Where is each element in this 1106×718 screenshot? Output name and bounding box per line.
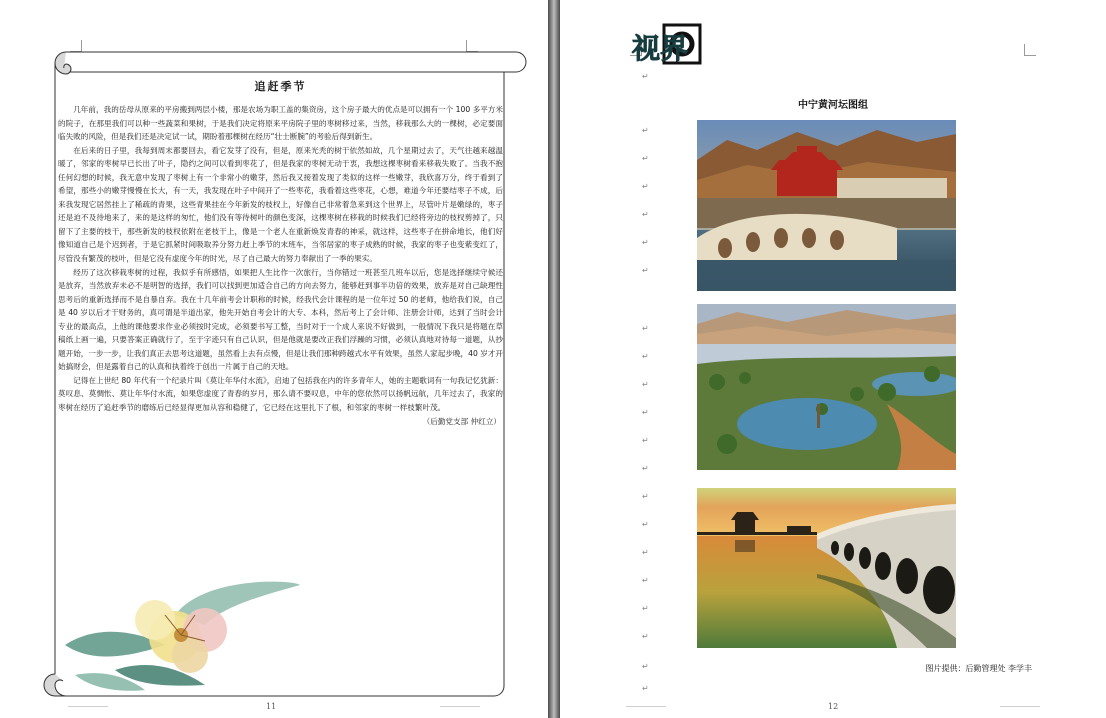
- flower-painting: [55, 575, 305, 695]
- article-title: 追赶季节: [254, 80, 307, 93]
- return-mark-icon: ↵: [642, 238, 649, 247]
- return-mark-icon: ↵: [642, 684, 649, 693]
- return-mark-icon: ↵: [642, 604, 649, 613]
- return-mark-icon: ↵: [642, 210, 649, 219]
- return-mark-icon: ↵: [642, 662, 649, 671]
- article: [58, 78, 503, 428]
- return-mark-icon: ↵: [642, 182, 649, 191]
- page-12: [560, 0, 1106, 718]
- return-mark-icon: ↵: [642, 548, 649, 557]
- page-number: 12: [828, 702, 839, 711]
- page-gutter: [548, 0, 560, 718]
- return-mark-icon: ↵: [642, 352, 649, 361]
- return-mark-icon: ↵: [642, 126, 649, 135]
- photo-sunset-arch-bridge: [697, 488, 956, 648]
- crop-mark: [1024, 44, 1036, 56]
- logo-char-1: 视界: [632, 32, 689, 65]
- return-mark-icon: ↵: [642, 464, 649, 473]
- photo-temple-lake-bridge: [697, 120, 956, 291]
- photo-yellow-river-ponds: [697, 304, 956, 470]
- logo: [630, 22, 734, 68]
- return-mark-icon: ↵: [642, 266, 649, 275]
- article-paragraph-1: 几年前，我的岳母从原来的平房搬到两层小楼，那是农场为职工盖的集资房，这个房子最大的优点是可以拥有一个 100 多平方米的院子，在那里我们可以种一些蔬菜和果树，于是我们决定将原来平房院子里的枣树移过来，当然，移栽那么大的一棵树，必定要面临失败的风险，但是我们还是决定试一试，期盼着那棵树在经历“壮士断腕”的考验后得到新生。: [58, 105, 503, 142]
- return-mark-icon: ↵: [642, 72, 649, 81]
- footer-line: [626, 706, 666, 707]
- article-paragraph-3: 经历了这次移栽枣树的过程，我似乎有所感悟，如果把人生比作一次旅行，当你错过一班甚至几班车以后，您是选择继续守候还是放弃，当然放弃未必不是明智的选择，我们可以找到更加适合自己的方向去努力，能够赶到事半功倍的效果，放弃是对自己缺理性思考后的重新选择而不是自暴自弃。我在十几年前考会计职称的时候，经我代会计课程的是一位年过 50 的老师，他给我们说，自己是 40 岁以后才干财务的，真可谓是半道出家，他先开始自考会计的大专、本科，然后考上了会计师、注册会计师，达到了当时会计专业的最高点，上他的课他要求作业必须按时完成，必须要书写工整，当时对于一个成人来说不好做到，一般情况下我只是将题在草稿纸上画一遍，只要答案正确就行了，至于字迹只有自己认识，但是他就是要改正我们浮躁的习惯，必须认真地对待每一道题，从抄题开始，一步一步，让我们真正去思考这道题，虽然看上去有点慢，但是让我们那种跨越式水平有效果，虽然人家起步晚，40 岁才开始搞财会，但是露着自己的认真和执着终于创出一片属于自己的天地。: [58, 267, 503, 372]
- return-mark-icon: ↵: [642, 492, 649, 501]
- return-mark-icon: ↵: [642, 154, 649, 163]
- article-paragraph-4: 记得在上世纪 80 年代有一个纪录片叫《莫让年华付水流》，启迪了包括我在内的许多青年人，她的主题歌词有一句我记忆犹新：莫叹息、莫惆怅、莫让年华付水流，如果您虚度了青春的岁月，那么请不要叹息，中年的您依然可以扬帆远航，几年过去了，我家的枣树在经历了追赶季节的磨练后已经显得更加从容和稳健了，它已经在这里扎下了根，和邻家的枣树一样枝繁叶茂。: [58, 375, 503, 413]
- page-11: [0, 0, 548, 718]
- return-mark-icon: ↵: [642, 380, 649, 389]
- photo-credit: 图片提供：后勤管理处 李学丰: [925, 664, 1032, 673]
- return-mark-icon: ↵: [642, 520, 649, 529]
- logo-graphic: [630, 22, 734, 68]
- footer-line: [440, 706, 480, 707]
- return-mark-icon: ↵: [642, 576, 649, 585]
- page-number: 11: [266, 702, 277, 711]
- article-byline: （后勤党支部 仲红立）: [422, 416, 501, 426]
- return-mark-icon: ↵: [642, 324, 649, 333]
- footer-line: [1000, 706, 1040, 707]
- return-mark-icon: ↵: [642, 408, 649, 417]
- footer-line: [68, 706, 108, 707]
- return-mark-icon: ↵: [642, 436, 649, 445]
- article-paragraph-2: 在后来的日子里，我每到周末都要回去，看它发芽了没有，但是，原来光秃的树干依然如故，几个星期过去了，天气往越来越温暖了，邻家的枣树早已长出了叶子，隐约之间可以看到枣花了，但是我家的枣树无动于衷，我想这棵枣树看来移栽失败了。当我不抱任何幻想的时候，我无意中发现了枣树上有一个非常小的嫩芽，然后我又接着发现了类似的这样一些嫩芽，我欣喜万分，终于看到了希望，那些小的嫩芽慢慢在长大，有一天，我发现在叶子中间开了一些枣花，我看着这些枣花，心想，难道今年还要结枣子不成，后来我发现它居然挂上了稀疏的青果，这些青果挂在今年新发的枝杈上，好像自己非常着急来到这个世界上，尽管叶片是嫩绿的，枣子还是迫不及待地来了，来的是这样的匆忙，他们没有等待树叶的颜色变深，这棵枣树在移栽的时候我们已经将旁边的枝杈剪掉了，只留下了主要的枝干，那些新发的枝杈依附在老枝干上，像是一个老人在重新焕发青春的神采，就这样，这些枣子在拼命地长，他们好像知道自己是个迟到者，于是它抓紧时间吸取养分努力赶上季节的末班车，当邻居家的枣子成熟的时候，我家的枣子也变紫变红了，尽管没有繁茂的枝叶，但是它没有虚度今年的时光，尽了自己最大的努力奉献出了一季的果实。: [58, 145, 503, 264]
- return-mark-icon: ↵: [642, 632, 649, 641]
- section-title: 中宁黄河坛图组: [798, 100, 868, 111]
